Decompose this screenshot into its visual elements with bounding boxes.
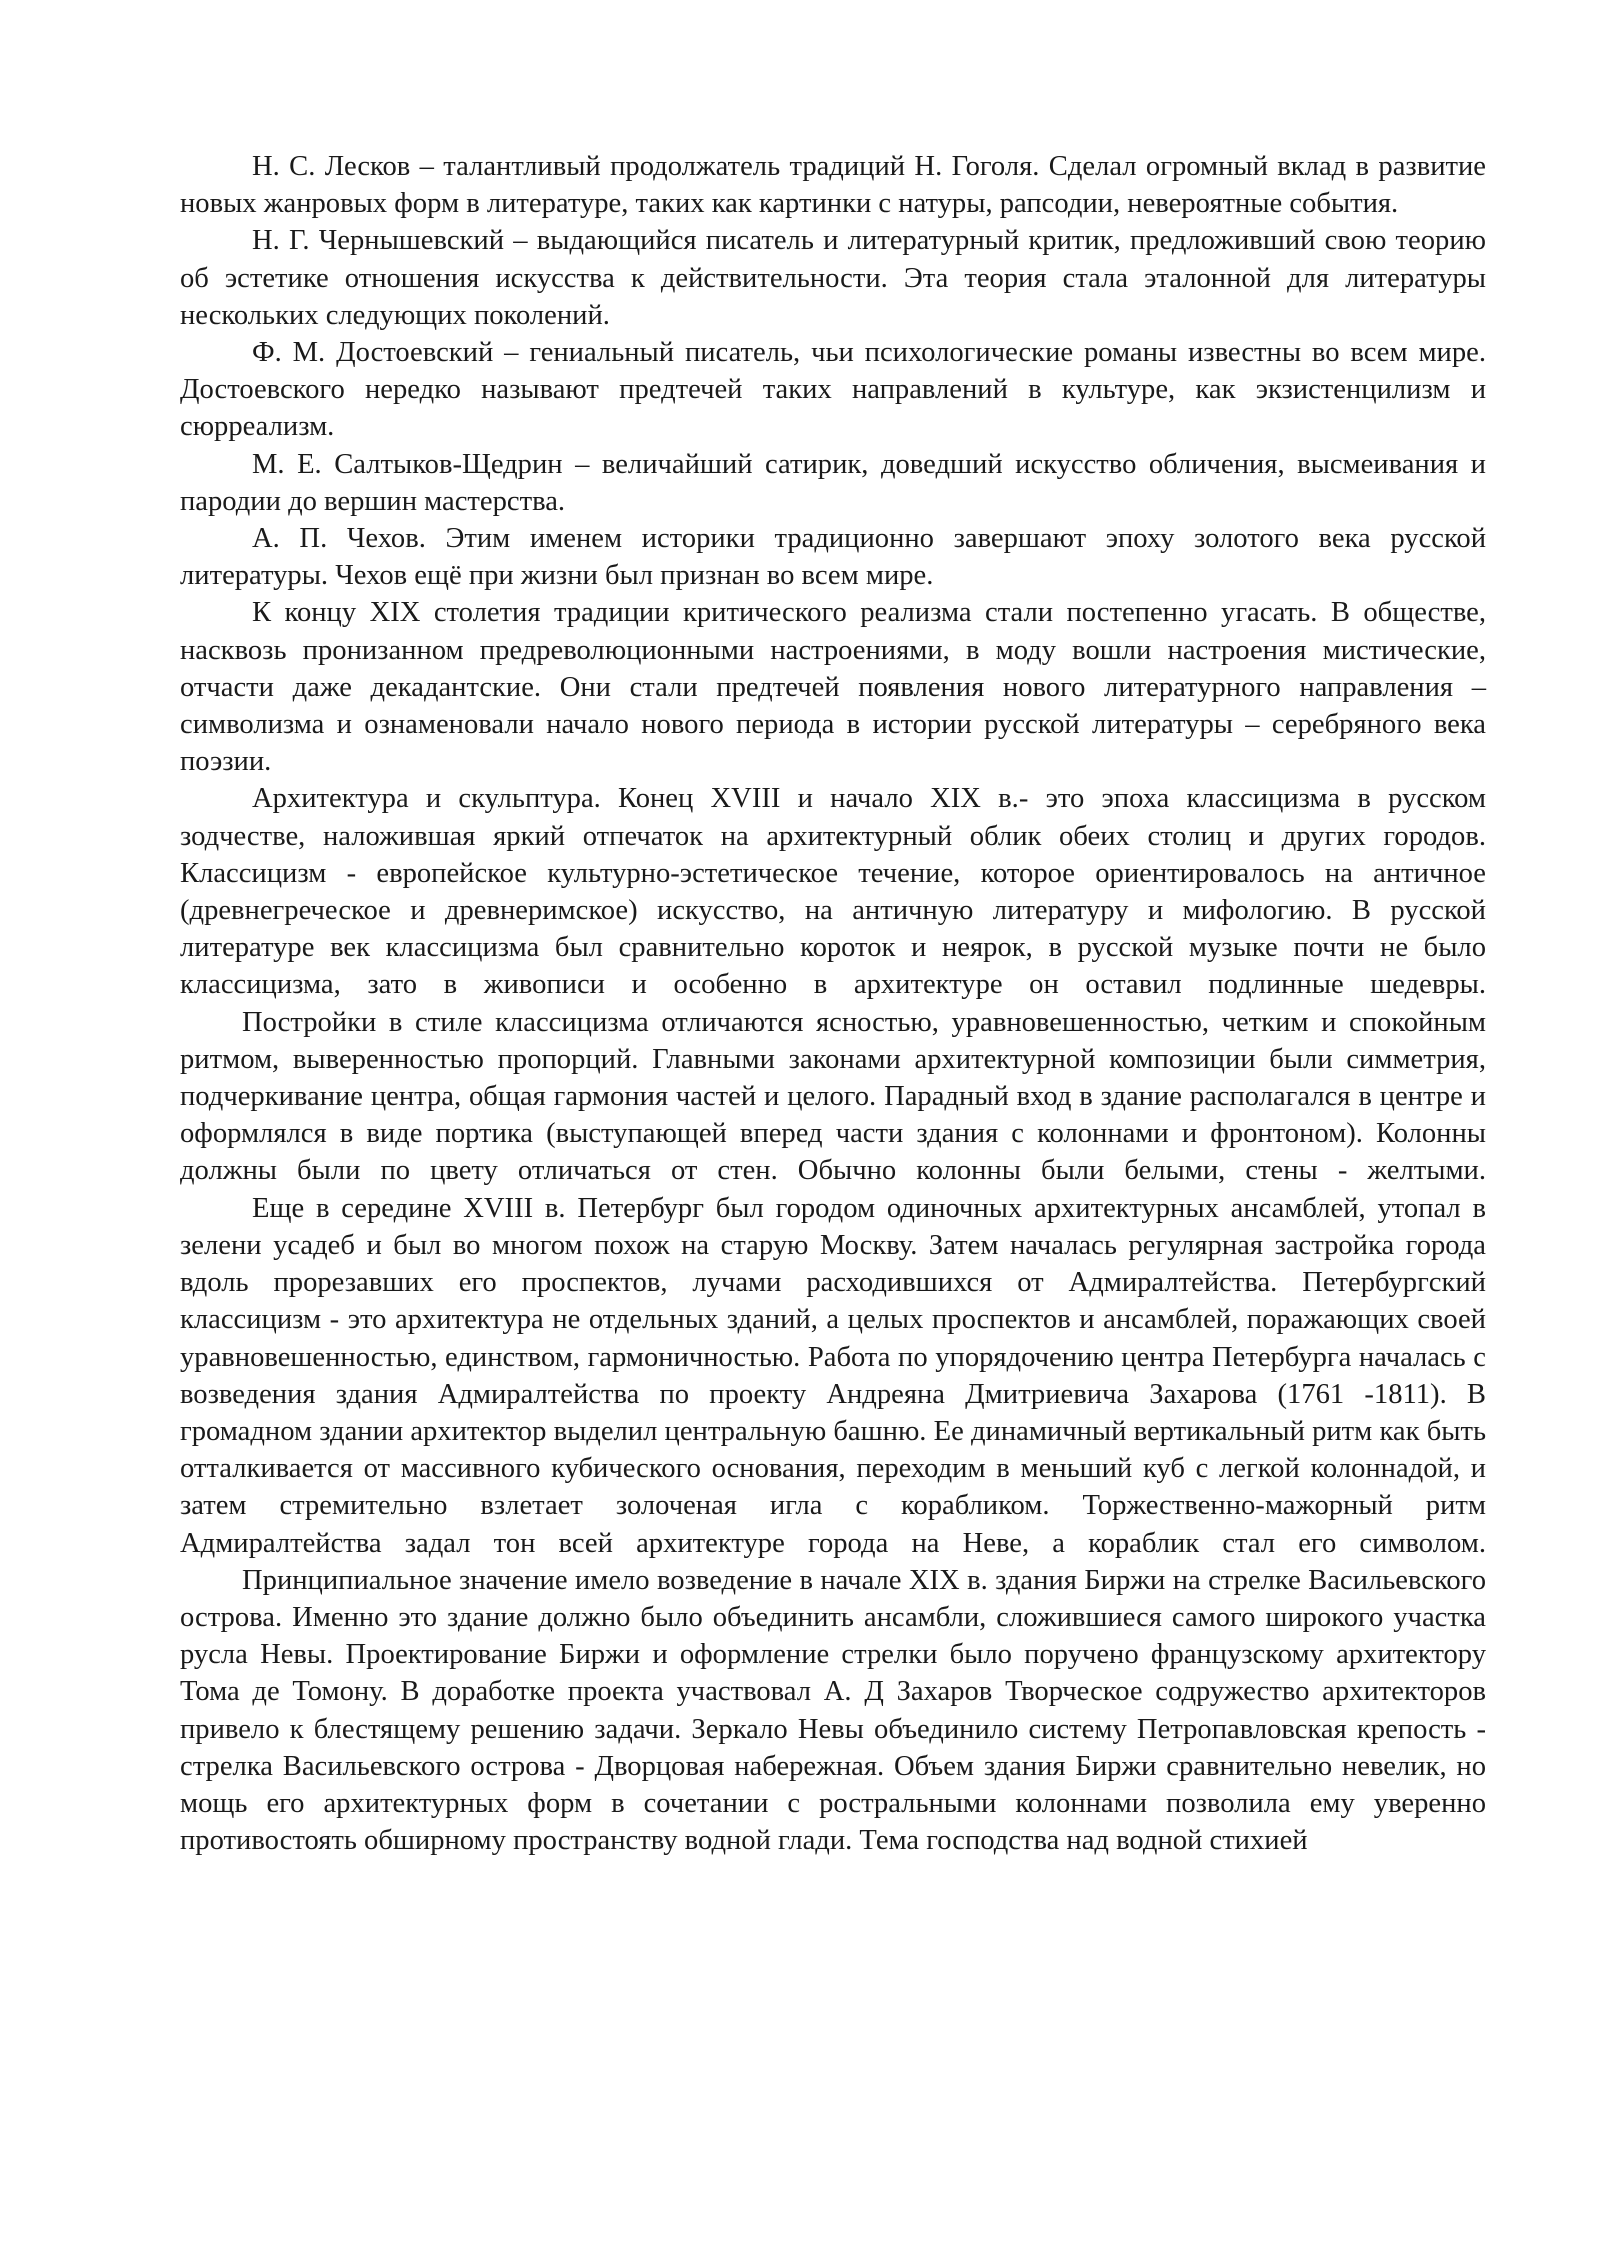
paragraph-petersburg: Еще в середине XVIII в. Петербург был городом одиночных архитектурных ансамблей, утопал в зелени усадеб и был во многом похож на старую Москву. Затем началась регулярная застройка города вдоль прорезавших его проспектов, лучами расходившихся от Адмиралтейства. Петербургский классицизм - это архитектура не отдельных зданий, а целых проспектов и ансамблей, поражающих своей уравновешенностью, единством, гармоничностью. Работа по упорядочению центра Петербурга началась с возведения здания Адмиралтейства по проекту Андреяна Дмитриевича Захарова (1761 -1811). В громадном здании архитектор выделил центральную башню. Ее динамичный вертикальный ритм как быть отталкивается от массивного кубического основания, переходим в меньший куб с легкой колоннадой, и затем стремительно взлетает золоченая игла с корабликом. Торжественно-мажорный ритм Адмиралтейства задал тон всей архитектуре города на Неве, а кораблик стал его символом. xyxy=(180,1192,1486,1559)
paragraph-saltykov: М. Е. Салтыков-Щедрин – величайший сатирик, доведший искусство обличения, высмеивания и пародии до вершин мастерства. xyxy=(180,448,1486,517)
paragraph-architecture: Архитектура и скульптура. Конец XVIII и начало XIX в.- это эпоха классицизма в русском зодчестве, наложившая яркий отпечаток на архитектурный облик обеих столиц и других городов. Классицизм - европейское культурно-эстетическое течение, которое ориентировалось на античное (древнегреческое и древнеримское) искусство, на античную литературу и мифологию. В русской литературе век классицизма был сравнительно короток и неярок, в русской музыке почти не было классицизма, зато в живописи и особенно в архитектуре он оставил подлинные шедевры. xyxy=(180,783,1486,1001)
paragraph-dostoevsky: Ф. М. Достоевский – гениальный писатель, чьи психологические романы известны во всем мире. Достоевского нередко называют предтечей таких направлений в культуре, как экзистенцилизм и сюрреализм. xyxy=(180,337,1486,443)
paragraph-chernyshevsky: Н. Г. Чернышевский – выдающийся писатель и литературный критик, предложивший свою теорию об эстетике отношения искусства к действительности. Эта теория стала эталонной для литературы нескольких следующих поколений. xyxy=(180,225,1486,331)
paragraph-exchange: Принципиальное значение имело возведение в начале XIX в. здания Биржи на стрелке Васильевского острова. Именно это здание должно было объединить ансамбли, сложившиеся самого широкого участка русла Невы. Проектирование Биржи и оформление стрелки было поручено французскому архитектору Тома де Томону. В доработке проекта участвовал А. Д Захаров Творческое содружество архитекторов привело к блестящему решению задачи. Зеркало Невы объединило систему Петропавловская крепость - стрелка Васильевского острова - Дворцовая набережная. Объем здания Биржи сравнительно невелик, но мощь его архитектурных форм в сочетании с ростральными колоннами позволила ему уверенно противостоять обширному пространству водной глади. Тема господства над водной стихией xyxy=(180,1564,1486,1857)
paragraph-chekhov: А. П. Чехов. Этим именем историки традиционно завершают эпоху золотого века русской литературы. Чехов ещё при жизни был признан во всем мире. xyxy=(180,523,1486,592)
paragraph-end-of-century: К концу XIX столетия традиции критического реализма стали постепенно угасать. В обществе, насквозь пронизанном предреволюционными настроениями, в моду вошли настроения мистические, отчасти даже декадантские. Они стали предтечей появления нового литературного направления – символизма и ознаменовали начало нового периода в истории русской литературы – серебряного века поэзии. xyxy=(180,597,1486,778)
paragraph-classicism-buildings: Постройки в стиле классицизма отличаются ясностью, уравновешенностью, четким и спокойным ритмом, выверенностью пропорций. Главными законами архитектурной композиции были симметрия, подчеркивание центра, общая гармония частей и целого. Парадный вход в здание располагался в центре и оформлялся в виде портика (выступающей вперед части здания с колоннами и фронтоном). Колонны должны были по цвету отличаться от стен. Обычно колонны были белыми, стены - желтыми. xyxy=(180,1006,1486,1187)
document-body xyxy=(180,148,1486,1859)
paragraph-leskov: Н. С. Лесков – талантливый продолжатель традиций Н. Гоголя. Сделал огромный вклад в развитие новых жанровых форм в литературе, таких как картинки с натуры, рапсодии, невероятные события. xyxy=(180,151,1486,220)
